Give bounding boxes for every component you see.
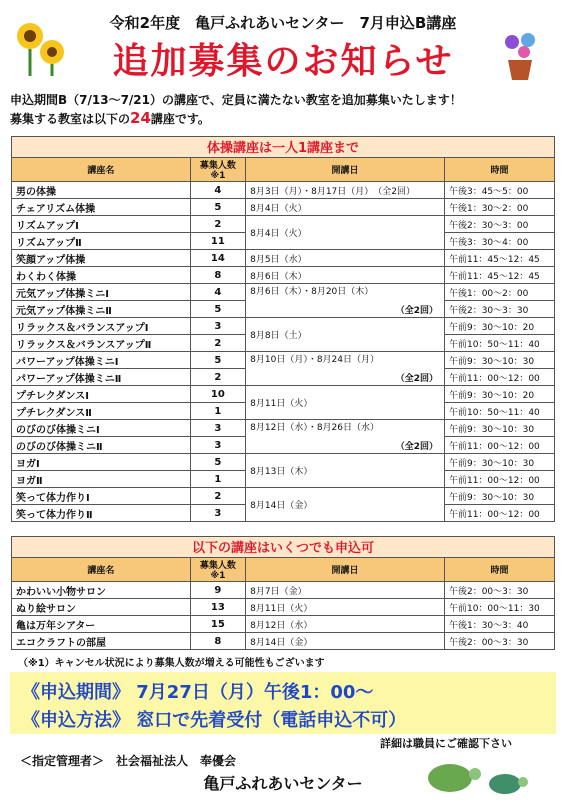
page-subtitle: 令和2年度 亀戸ふれあいセンター 7月申込B講座 [109, 14, 457, 32]
course-name: リラックス＆バランスアップⅠ [12, 318, 191, 335]
table-row [12, 420, 555, 437]
header-date: 開講日 [246, 558, 445, 582]
course-name: リズムアップⅠ [12, 216, 191, 233]
course-name: ヨガⅡ [12, 471, 191, 488]
open-course-table [11, 536, 555, 650]
time: 午後1：00～2：00 [444, 284, 554, 301]
course-name: リズムアップⅡ [12, 233, 191, 250]
capacity: 5 [190, 199, 246, 216]
capacity: 8 [190, 267, 246, 284]
time: 午後3：45～5：00 [444, 182, 554, 199]
time: 午前10：50～11：40 [444, 403, 554, 420]
course-name: 男の体操 [12, 182, 191, 199]
course-name: 笑って体力作りⅠ [12, 488, 191, 505]
open-band: 以下の講座はいくつでも申込可 [11, 536, 555, 557]
time: 午前11：45～12：45 [444, 267, 554, 284]
date: 8月11日（火） [246, 386, 445, 420]
capacity: 2 [190, 369, 246, 386]
date: 8月5日（水） [246, 250, 445, 267]
capacity: 2 [190, 488, 246, 505]
capacity: 11 [190, 233, 246, 250]
table-row [12, 267, 555, 284]
header-course-name: 講座名 [12, 558, 191, 582]
time: 午後1：30～2：00 [444, 199, 554, 216]
date: 8月4日（火） [246, 216, 445, 250]
date: 8月8日（土） [246, 318, 445, 352]
table-row [12, 216, 555, 233]
table-row [12, 599, 555, 616]
date: 8月6日（木）・8月20日（木） （全2回） [246, 284, 445, 318]
footnote: （※1）キャンセル状況により募集人数が増える可能性もございます [18, 658, 325, 669]
table-row [12, 182, 555, 199]
capacity: 3 [190, 420, 246, 437]
intro-line-2 [10, 109, 462, 128]
apply-method: 《申込方法》 窓口で先着受付（電話申込不可） [22, 710, 407, 731]
capacity: 4 [190, 182, 246, 199]
time: 午前9：30～10：30 [444, 454, 554, 471]
course-name: パワーアップ体操ミニⅠ [12, 352, 191, 369]
table-row [12, 199, 555, 216]
capacity: 4 [190, 284, 246, 301]
exercise-band: 体操講座は一人1講座まで [11, 136, 555, 157]
course-name: 元気アップ体操ミニⅠ [12, 284, 191, 301]
date: 8月11日（火） [246, 599, 445, 616]
date: 8月7日（金） [246, 582, 445, 599]
capacity: 3 [190, 318, 246, 335]
course-name: パワーアップ体操ミニⅡ [12, 369, 191, 386]
time: 午前11：00～12：00 [444, 505, 554, 522]
center-name: 亀戸ふれあいセンター [203, 774, 363, 793]
time: 午後2：30～3：30 [444, 301, 554, 318]
table-row [12, 633, 555, 650]
time: 午前9：30～10：30 [444, 352, 554, 369]
table-row [12, 488, 555, 505]
capacity: 3 [190, 505, 246, 522]
time: 午前9：30～10：20 [444, 318, 554, 335]
time: 午前11：00～12：00 [444, 471, 554, 488]
header-capacity: 募集人数※1 [190, 558, 246, 582]
table-row [12, 454, 555, 471]
course-name: わくわく体操 [12, 267, 191, 284]
capacity: 2 [190, 216, 246, 233]
time: 午前9：30～10：20 [444, 386, 554, 403]
capacity: 9 [190, 582, 246, 599]
course-count: 24 [130, 109, 151, 127]
header-date: 開講日 [246, 158, 445, 182]
time: 午前11：00～12：00 [444, 437, 554, 454]
course-name: プチレクダンスⅠ [12, 386, 191, 403]
course-name: 亀は万年シアター [12, 616, 191, 633]
capacity: 14 [190, 250, 246, 267]
table-row [12, 386, 555, 403]
capacity: 5 [190, 352, 246, 369]
intro-line-1: 申込期間B（7/13～7/21）の講座で、定員に満たない教室を追加募集いたします！ [10, 93, 462, 107]
course-name: ヨガⅠ [12, 454, 191, 471]
course-name: エコクラフトの部屋 [12, 633, 191, 650]
capacity: 3 [190, 437, 246, 454]
table-row [12, 250, 555, 267]
capacity: 5 [190, 301, 246, 318]
date: 8月12日（水） [246, 616, 445, 633]
page-title: 追加募集のお知らせ [112, 41, 454, 82]
table-row [12, 352, 555, 369]
time: 午後2：00～3：30 [444, 582, 554, 599]
table-row [12, 582, 555, 599]
course-name: リラックス＆バランスアップⅡ [12, 335, 191, 352]
time: 午前9：30～10：30 [444, 420, 554, 437]
course-name: プチレクダンスⅡ [12, 403, 191, 420]
time: 午後2：00～3：30 [444, 633, 554, 650]
time: 午後3：30～4：00 [444, 233, 554, 250]
apply-period: 《申込期間》 7月27日（月）午後1：00～ [22, 682, 374, 703]
intro-line-2-post: 講座です。 [150, 112, 210, 126]
course-name: かわいい小物サロン [12, 582, 191, 599]
course-name: チェアリズム体操 [12, 199, 191, 216]
course-name: 元気アップ体操ミニⅡ [12, 301, 191, 318]
session-count: （全2回） [395, 306, 438, 316]
table-row [12, 284, 555, 301]
date: 8月6日（木） [246, 267, 445, 284]
course-name: のびのび体操ミニⅡ [12, 437, 191, 454]
date: 8月10日（月）・8月24日（月） （全2回） [246, 352, 445, 386]
header-capacity: 募集人数※1 [190, 158, 246, 182]
time: 午前10：50～11：40 [444, 335, 554, 352]
time: 午前10：00～11：30 [444, 599, 554, 616]
course-name: 笑って体力作りⅡ [12, 505, 191, 522]
capacity: 10 [190, 386, 246, 403]
table-row [12, 616, 555, 633]
capacity: 1 [190, 403, 246, 420]
time: 午前11：45～12：45 [444, 250, 554, 267]
header-time: 時間 [444, 158, 554, 182]
time: 午前9：30～10：30 [444, 488, 554, 505]
session-count: （全2回） [395, 374, 438, 384]
header-course-name: 講座名 [12, 158, 191, 182]
course-name: ぬり絵サロン [12, 599, 191, 616]
course-name: 笑顔アップ体操 [12, 250, 191, 267]
capacity: 5 [190, 454, 246, 471]
date: 8月13日（木） [246, 454, 445, 488]
manager-label: ＜指定管理者＞ 社会福祉法人 奉優会 [20, 754, 237, 768]
date: 8月3日（月）・8月17日（月） （全2回） [246, 182, 445, 199]
capacity: 8 [190, 633, 246, 650]
capacity: 1 [190, 471, 246, 488]
course-name: のびのび体操ミニⅠ [12, 420, 191, 437]
date: 8月14日（金） [246, 633, 445, 650]
date: 8月4日（火） [246, 199, 445, 216]
table-row [12, 318, 555, 335]
session-count: （全2回） [395, 442, 438, 452]
capacity: 15 [190, 616, 246, 633]
time: 午後2：30～3：00 [444, 216, 554, 233]
time: 午後1：30～3：40 [444, 616, 554, 633]
header-time: 時間 [444, 558, 554, 582]
capacity: 2 [190, 335, 246, 352]
exercise-course-table [11, 136, 555, 522]
intro-text [10, 91, 462, 128]
intro-line-2-pre: 募集する教室は以下の [10, 112, 131, 126]
capacity: 13 [190, 599, 246, 616]
detail-note: 詳細は職員にご確認下さい [380, 737, 512, 750]
time: 午前11：00～12：00 [444, 369, 554, 386]
date: 8月14日（金） [246, 488, 445, 522]
date: 8月12日（水）・8月26日（水） （全2回） [246, 420, 445, 454]
